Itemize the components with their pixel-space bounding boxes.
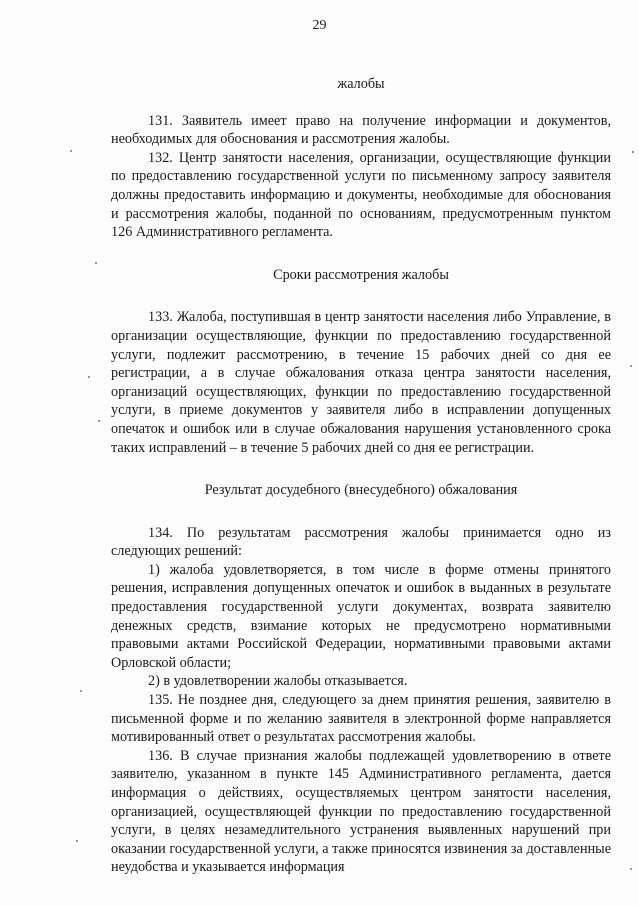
- paragraph-134-item-1: 1) жалоба удовлетворяется, в том числе в форме отмены принятого решения, исправления допущенных опечаток и ошибок в выданных в результате предоставления государственной услуги документах, возврата заявителю денежных средств, взимание которых не предусмотрено нормативными правовыми актами Российской Федерации, нормативными правовыми актами Орловской области;: [111, 561, 611, 671]
- section-heading-appeal-result: Результат досудебного (внесудебного) обжалования: [204, 482, 518, 499]
- scan-speck: [630, 868, 632, 870]
- paragraph-135: 135. Не позднее дня, следующего за днем принятия решения, заявителю в письменной форме и по желанию заявителя в электронной форме направляется мотивированный ответ о результатах рассмотрения жалобы.: [111, 692, 611, 746]
- scan-speck: [76, 840, 78, 842]
- paragraph-131: 131. Заявитель имеет право на получение информации и документов, необходимых для обоснования и рассмотрения жалобы.: [111, 112, 611, 148]
- paragraph-132: 132. Центр занятости населения, организации, осуществляющие функции по предоставлению государственной услуги по письменному запросу заявителя должны предоставить информацию и документы, необходимые для обоснования и рассмотрения жалобы, поданной по основаниям, предусмотренным пунктом 126 Административного регламента.: [111, 149, 611, 241]
- page-number: 29: [312, 18, 327, 33]
- paragraph-133: 133. Жалоба, поступившая в центр занятости населения либо Управление, в организации осуществляющие, функции по предоставлению государственной услуги, подлежит рассмотрению, в течение 15 рабочих дней со дня ее регистрации, а в случае обжалования отказа центра занятости населения, организаций осуществляющих, функции по предоставлению государственной услуги, в приеме документов у заявителя либо в исправлении допущенных опечаток и ошибок или в случае обжалования нарушения установленного срока таких исправлений – в течение 5 рабочих дней со дня ее регистрации.: [111, 309, 611, 456]
- scan-speck: [95, 262, 97, 264]
- scan-speck: [632, 151, 634, 153]
- paragraph-136: 136. В случае признания жалобы подлежащей удовлетворению в ответе заявителю, указанном в пункте 145 Административного регламента, дается информация о действиях, осуществляемых центром занятости населения, организацией, осуществляющей функции по предоставлению государственной услуги, в целях незамедлительного устранения выявленных нарушений при оказании государственной услуги, а также приносятся извинения за доставленные неудобства и указывается информация: [111, 747, 611, 876]
- scan-speck: [630, 365, 632, 367]
- scan-speck: [80, 690, 82, 692]
- paragraph-134-item-2: 2) в удовлетворении жалобы отказывается.: [148, 673, 408, 690]
- paragraph-134: 134. По результатам рассмотрения жалобы принимается одно из следующих решений:: [111, 524, 611, 560]
- scan-speck: [88, 376, 90, 378]
- top-word: жалобы: [337, 76, 385, 92]
- document-body: [111, 75, 611, 877]
- scan-speck: [98, 420, 100, 422]
- scan-speck: [70, 150, 72, 152]
- section-heading-review-terms: Сроки рассмотрения жалобы: [273, 266, 449, 283]
